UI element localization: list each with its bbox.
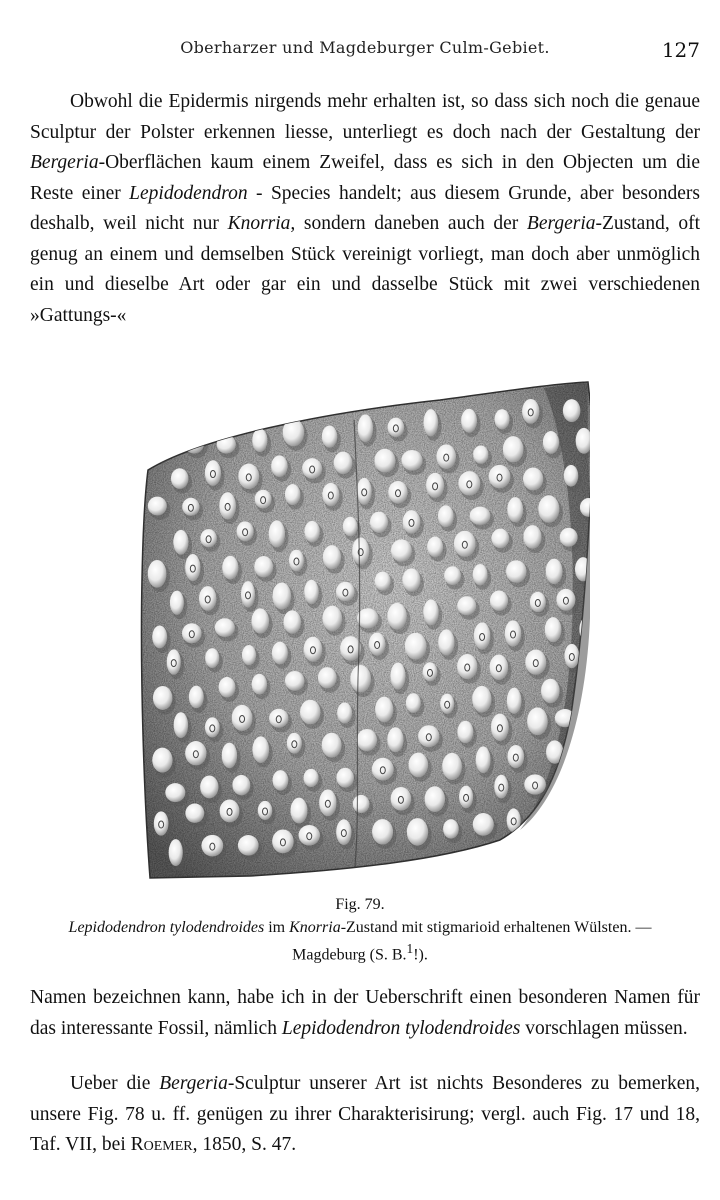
leaf-cushion — [269, 520, 285, 547]
caption-superscript: 1 — [406, 941, 414, 956]
para1-text-3: - Species handelt; aus diesem Grunde, aber besonders deshalb, weil nicht nur — [30, 182, 701, 234]
leaf-cushion — [491, 529, 509, 549]
para3-author-roemer: Roemer — [130, 1134, 193, 1155]
para2-text-1: Namen bezeichnen kann, habe ich in der Ueberschrift einen besonderen Namen für das interessante Fossil, nämlich — [30, 987, 700, 1039]
leaf-cushion — [336, 768, 354, 788]
page-number: 127 — [661, 38, 700, 62]
leaf-cushion — [374, 449, 395, 473]
leaf-cushion — [299, 825, 320, 845]
leaf-cushion — [258, 801, 273, 820]
leaf-cushion — [472, 686, 491, 713]
leaf-cushion — [579, 799, 590, 825]
leaf-cushion — [167, 649, 181, 674]
leaf-cushion — [304, 637, 323, 662]
leaf-cushion — [564, 644, 579, 668]
leaf-cushion — [185, 554, 200, 581]
leaf-cushion — [444, 566, 461, 585]
leaf-cushion — [425, 786, 445, 812]
leaf-cushion — [322, 426, 338, 448]
leaf-cushion — [370, 512, 388, 533]
leaf-cushion — [407, 818, 428, 846]
leaf-cushion — [254, 556, 273, 577]
leaf-cushion — [490, 591, 508, 611]
leaf-cushion — [169, 839, 183, 866]
leaf-cushion — [232, 705, 253, 731]
leaf-cushion — [182, 498, 199, 516]
leaf-cushion — [182, 623, 202, 643]
leaf-cushion — [302, 458, 322, 479]
leaf-cushion — [402, 568, 420, 591]
leaf-cushion — [461, 409, 477, 433]
leaf-cushion — [457, 721, 473, 743]
para3-text-2: -Sculptur unserer Art ist nichts Besonderes zu bemerken, unsere Fig. 78 u. ff. genügen zu ihrer Charakterisirung; vergl. auch Fig. 17 und 18, Taf. VII, bei — [30, 1073, 700, 1155]
leaf-cushion — [285, 484, 300, 505]
leaf-cushion — [391, 787, 412, 811]
leaf-cushion — [252, 429, 267, 453]
leaf-cushion — [220, 799, 240, 822]
fossil-illustration — [140, 378, 590, 880]
leaf-cushion — [152, 438, 167, 458]
leaf-cushion — [334, 452, 353, 474]
leaf-cushion — [153, 686, 172, 710]
leaf-cushion — [358, 414, 373, 442]
leaf-cushion — [217, 435, 236, 454]
leaf-cushion — [454, 531, 476, 557]
leaf-cushion — [322, 483, 339, 506]
leaf-cushion — [560, 528, 578, 547]
leaf-cushion — [283, 419, 305, 447]
leaf-cushion — [319, 789, 336, 816]
leaf-cushion — [174, 712, 188, 738]
leaf-cushion — [199, 586, 216, 611]
leaf-cushion — [238, 835, 259, 856]
leaf-cushion — [388, 418, 405, 438]
leaf-cushion — [251, 608, 269, 633]
leaf-cushion — [491, 714, 509, 741]
leaf-cushion — [238, 464, 259, 489]
leaf-cushion — [459, 786, 473, 809]
leaf-cushion — [403, 510, 421, 534]
leaf-cushion — [473, 813, 494, 836]
leaf-cushion — [323, 545, 341, 569]
leaf-cushion — [458, 471, 480, 495]
leaf-cushion — [573, 741, 590, 764]
caption-text-1: im — [264, 919, 290, 936]
leaf-cushion — [285, 671, 304, 691]
cushion-shadow — [558, 773, 575, 798]
leaf-cushion — [357, 729, 377, 751]
leaf-cushion — [507, 808, 521, 832]
leaf-cushion — [541, 679, 560, 703]
leaf-cushion — [489, 465, 511, 489]
para3-italic-bergeria: Bergeria — [159, 1073, 228, 1094]
leaf-cushion — [269, 709, 288, 728]
leaf-cushion — [205, 648, 219, 668]
leaf-cushion — [522, 399, 539, 424]
leaf-cushion — [185, 804, 204, 823]
leaf-cushion — [241, 581, 255, 607]
leaf-cushion — [165, 783, 185, 802]
leaf-cushion — [343, 517, 358, 537]
leaf-cushion — [490, 655, 509, 681]
leaf-cushion — [538, 495, 559, 522]
paragraph-3 — [30, 1069, 700, 1161]
leaf-cushion — [523, 525, 541, 549]
leaf-cushion — [426, 473, 444, 498]
leaf-cushion — [391, 539, 412, 561]
para1-text-5: -Zustand, oft genug an einem und demselben Stück vereinigt vorliegt, man doch aber unmöglich ein und dieselbe Art oder gar ein und dasselbe Stück mit zwei verschiedenen »Gattungs-« — [30, 213, 700, 326]
leaf-cushion — [476, 746, 491, 773]
cushion-shadow — [574, 744, 590, 769]
leaf-cushion — [440, 694, 454, 714]
leaf-cushion — [271, 455, 288, 477]
leaf-cushion — [337, 702, 352, 723]
leaf-cushion — [507, 688, 522, 714]
leaf-cushion — [353, 795, 370, 813]
leaf-cushion — [350, 665, 371, 693]
leaf-cushion — [272, 830, 294, 854]
leaf-cushion — [237, 521, 254, 541]
caption-text-3: !). — [413, 946, 428, 964]
leaf-cushion — [387, 727, 403, 752]
leaf-cushion — [507, 745, 524, 768]
leaf-cushion — [556, 589, 575, 611]
fossil-figure — [140, 378, 590, 880]
leaf-cushion — [205, 460, 221, 486]
leaf-cushion — [494, 775, 508, 799]
leaf-cushion — [563, 399, 581, 422]
leaf-cushion — [219, 492, 236, 519]
page-header — [30, 38, 700, 68]
leaf-cushion — [524, 774, 546, 794]
para1-italic-knorria: Knorria, — [227, 213, 296, 234]
leaf-cushion — [173, 530, 188, 555]
paragraph-1 — [30, 87, 700, 331]
leaf-cushion — [255, 490, 272, 509]
leaf-cushion — [401, 450, 422, 471]
cushion-shadow — [548, 812, 565, 837]
leaf-cushion — [408, 753, 428, 778]
leaf-cushion — [252, 674, 267, 695]
leaf-cushion — [340, 636, 361, 661]
leaf-cushion — [474, 622, 490, 649]
leaf-cushion — [322, 733, 342, 758]
fossil-stone — [140, 378, 590, 880]
leaf-cushion — [152, 625, 167, 648]
leaf-cushion — [289, 550, 304, 572]
leaf-cushion — [547, 809, 562, 832]
leaf-cushion — [503, 436, 524, 462]
leaf-cushion — [200, 529, 217, 547]
figure-caption — [40, 917, 680, 965]
leaf-cushion — [423, 662, 438, 681]
leaf-cushion — [443, 819, 459, 838]
leaf-cushion — [390, 663, 405, 690]
leaf-cushion — [423, 409, 438, 436]
leaf-cushion — [184, 430, 205, 454]
leaf-cushion — [505, 620, 522, 646]
figure-label: Fig. 79. — [335, 896, 385, 913]
leaf-cushion — [219, 677, 236, 698]
leaf-cushion — [473, 564, 488, 585]
leaf-cushion — [300, 700, 321, 725]
para1-text-1: Obwohl die Epidermis nirgends mehr erhalten ist, so dass sich noch die genaue Sculptur der Polster erkennen liesse, unterliegt es doch nach der Gestaltung der — [30, 91, 700, 143]
leaf-cushion — [438, 629, 454, 655]
leaf-cushion — [357, 478, 372, 505]
leaf-cushion — [530, 592, 546, 612]
leaf-cushion — [427, 537, 443, 557]
leaf-cushion — [470, 507, 491, 525]
leaf-cushion — [436, 444, 456, 469]
leaf-cushion — [457, 654, 477, 679]
leaf-cushion — [304, 580, 319, 604]
leaf-cushion — [303, 769, 318, 787]
para2-text-2: vorschlagen müssen. — [520, 1017, 688, 1039]
para1-text-4: sondern daneben auch der — [295, 213, 527, 234]
leaf-cushion — [170, 591, 184, 615]
caption-text-2: -Zustand mit stigmarioid erhaltenen Wülsten. — Magdeburg (S. B. — [292, 919, 652, 964]
leaf-cushion — [423, 599, 438, 625]
leaf-cushion — [215, 618, 235, 637]
leaf-cushion — [438, 505, 454, 527]
leaf-cushion — [322, 606, 342, 632]
leaf-cushion — [154, 811, 169, 835]
leaf-cushion — [527, 707, 548, 735]
para3-text-1: Ueber die — [70, 1073, 160, 1094]
leaf-cushion — [388, 481, 407, 504]
leaf-cushion — [200, 776, 218, 799]
leaf-cushion — [352, 538, 369, 565]
leaf-cushion — [318, 667, 337, 688]
leaf-cushion — [406, 693, 421, 713]
leaf-cushion — [564, 465, 578, 487]
leaf-cushion — [457, 596, 476, 615]
leaf-cushion — [232, 775, 250, 795]
leaf-cushion — [148, 497, 167, 516]
leaf-cushion — [418, 725, 439, 747]
leaf-cushion — [272, 770, 288, 790]
para1-italic-lepidodendron: Lepidodendron — [129, 182, 248, 204]
leaf-cushion — [287, 733, 302, 754]
leaf-cushion — [495, 409, 510, 429]
para2-italic-species: Lepidodendron tylodendroides — [281, 1017, 521, 1039]
leaf-cushion — [442, 753, 462, 780]
leaf-cushion — [336, 582, 355, 601]
leaf-cushion — [523, 467, 543, 490]
leaf-cushion — [546, 559, 563, 584]
cushion-shadow — [580, 801, 590, 829]
leaf-cushion — [507, 497, 523, 522]
leaf-cushion — [369, 633, 386, 656]
leaf-cushion — [545, 617, 562, 642]
leaf-cushion — [201, 835, 223, 857]
leaf-cushion — [543, 431, 559, 454]
leaf-cushion — [222, 556, 238, 580]
caption-italic-knorria: Knorria — [289, 919, 341, 936]
leaf-cushion — [387, 603, 407, 630]
paragraph-2 — [30, 983, 700, 1044]
leaf-cushion — [506, 560, 527, 583]
para1-italic-bergeria-2: Bergeria — [526, 213, 596, 234]
leaf-cushion — [189, 686, 204, 709]
leaf-cushion — [372, 819, 393, 844]
leaf-cushion — [171, 468, 189, 489]
leaf-cushion — [283, 610, 301, 633]
leaf-cushion — [473, 445, 488, 463]
leaf-cushion — [252, 736, 269, 763]
leaf-cushion — [375, 571, 391, 590]
para1-italic-bergeria: Bergeria — [30, 152, 99, 173]
leaf-cushion — [148, 560, 167, 588]
leaf-cushion — [273, 582, 292, 609]
leaf-cushion — [152, 748, 172, 773]
leaf-cushion — [336, 819, 351, 845]
leaf-cushion — [525, 650, 546, 675]
leaf-cushion — [357, 608, 378, 628]
leaf-cushion — [372, 758, 394, 781]
leaf-cushion — [222, 743, 237, 769]
leaf-cushion — [304, 521, 319, 542]
leaf-cushion — [375, 697, 393, 723]
leaf-cushion — [185, 741, 206, 765]
leaf-cushion — [405, 633, 427, 660]
cushion-shadow — [154, 441, 171, 463]
leaf-cushion — [290, 798, 307, 824]
caption-italic-species: Lepidodendron tylodendroides — [68, 919, 265, 936]
leaf-cushion — [272, 642, 288, 665]
para1-text-2: -Oberflächen kaum einem Zweifel, dass es sich in den Objecten um die Reste einer — [30, 152, 700, 204]
leaf-cushion — [242, 645, 256, 665]
running-head: Oberharzer und Magdeburger Culm-Gebiet. — [180, 38, 550, 57]
para3-text-3: , 1850, S. 47. — [192, 1134, 297, 1155]
leaf-cushion — [205, 717, 220, 737]
